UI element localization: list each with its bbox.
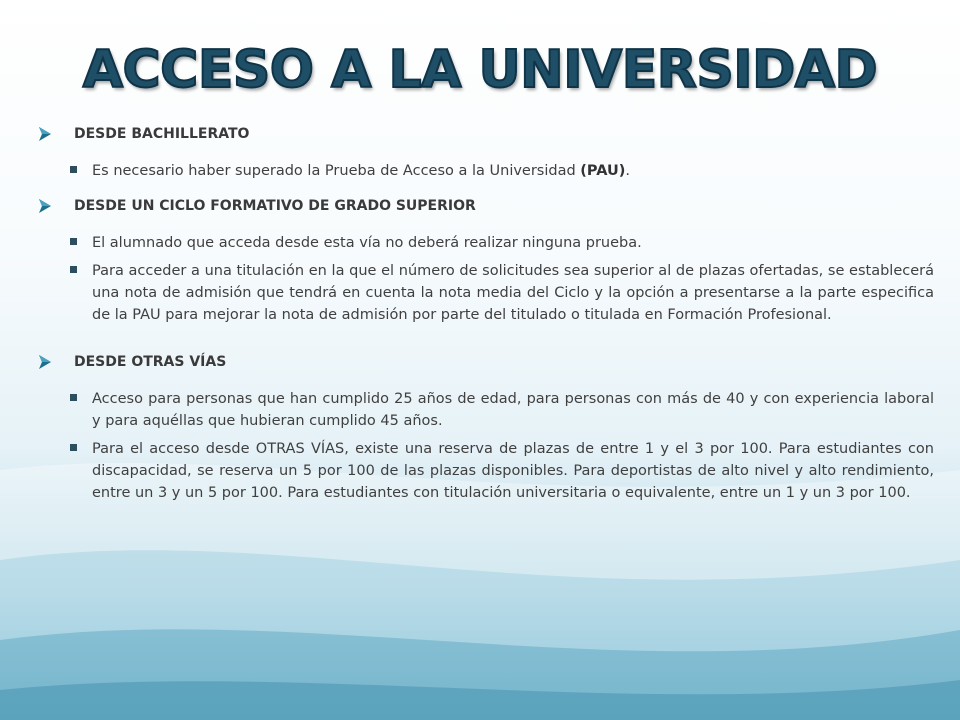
square-bullet-icon (70, 444, 77, 451)
list-item (70, 160, 934, 182)
arrow-bullet-icon (36, 198, 52, 214)
list-item-text: Es necesario haber superado la Prueba de Acceso a la Universidad (PAU). (92, 163, 631, 179)
square-bullet-icon (70, 238, 77, 245)
section-heading (36, 352, 934, 372)
list-item-text: Para el acceso desde OTRAS VÍAS, existe una reserva de plazas de entre 1 y el 3 por 100. Para estudiantes con discapacidad, se reserva un 5 por 100 de las plazas disponibles. Para deportistas de alto nivel y alto rendimiento, entre un 3 y un 5 por 100. Para estudiantes con titulación universitaria o equivalente, entre un 1 y un 3 por 100. (92, 441, 934, 501)
emphasis-pau: (PAU) (580, 163, 626, 179)
square-bullet-icon (70, 166, 77, 173)
list-item-text: Para acceder a una titulación en la que el número de solicitudes sea superior al de plazas ofertadas, se establecerá una nota de admisión que tendrá en cuenta la nota media del Ciclo y la opción a presentarse a la parte especifica de la PAU para mejorar la nota de admisión por parte del titulado o titulada en Formación Profesional. (92, 263, 934, 323)
arrow-bullet-icon (36, 354, 52, 370)
list-item (70, 438, 934, 504)
section-heading-label: DESDE BACHILLERATO (74, 126, 250, 142)
list-item-text: El alumnado que acceda desde esta vía no deberá realizar ninguna prueba. (92, 235, 642, 251)
arrow-bullet-icon (36, 126, 52, 142)
list-item (70, 260, 934, 326)
section-heading (36, 196, 934, 216)
slide-title: ACCESO A LA UNIVERSIDAD (82, 40, 878, 100)
section-otras-vias (36, 352, 934, 504)
section-heading (36, 124, 934, 144)
section-heading-label: DESDE OTRAS VÍAS (74, 354, 227, 370)
section-items (70, 388, 934, 504)
slide-content (36, 124, 934, 510)
square-bullet-icon (70, 394, 77, 401)
section-items (70, 232, 934, 326)
square-bullet-icon (70, 266, 77, 273)
section-bachillerato (36, 124, 934, 182)
section-items (70, 160, 934, 182)
section-ciclo-formativo (36, 196, 934, 326)
section-heading-label: DESDE UN CICLO FORMATIVO DE GRADO SUPERIOR (74, 198, 476, 214)
list-item (70, 232, 934, 254)
list-item (70, 388, 934, 432)
list-item-text: Acceso para personas que han cumplido 25 años de edad, para personas con más de 40 y con experiencia laboral y para aquéllas que hubieran cumplido 45 años. (92, 391, 934, 429)
